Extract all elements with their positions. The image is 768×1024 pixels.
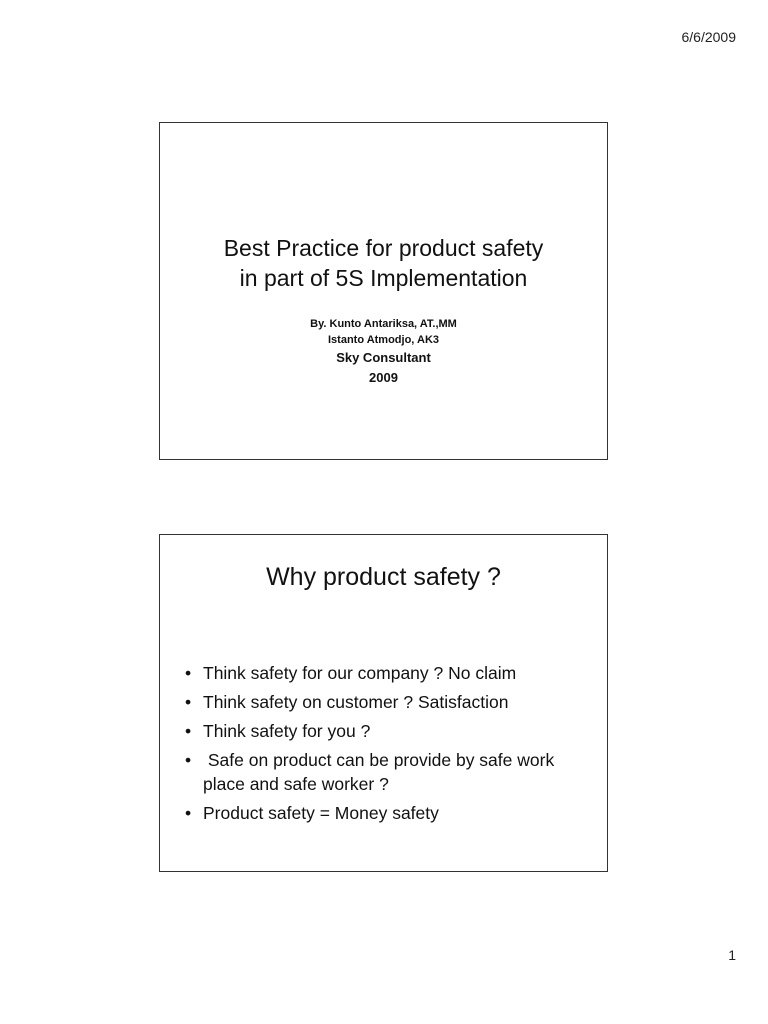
- author-line: Istanto Atmodjo, AK3: [327, 334, 439, 346]
- bullet-list: [182, 661, 587, 830]
- year: 2009: [369, 370, 398, 385]
- author-block: [160, 316, 607, 388]
- presentation-title: [160, 233, 607, 293]
- bullet-item: [182, 719, 587, 743]
- bullet-item: [182, 661, 587, 685]
- bullet-dot: •: [185, 721, 192, 741]
- bullet-dot: •: [185, 750, 192, 770]
- bullet-item: [182, 690, 587, 714]
- bullet-dot: •: [185, 692, 192, 712]
- slide-why-product-safety: [159, 534, 608, 872]
- bullet-item: [182, 801, 587, 825]
- author-line: By. Kunto Antariksa, AT.,MM: [310, 318, 457, 330]
- page-number: 1: [728, 947, 736, 963]
- organization: Sky Consultant: [336, 350, 431, 365]
- bullet-dot: •: [185, 803, 192, 823]
- bullet-text: Think safety for our company ? No claim: [203, 663, 517, 683]
- bullet-text: Safe on product can be provide by safe work place and safe worker ?: [203, 750, 560, 794]
- slide-heading: Why product safety ?: [266, 563, 501, 591]
- page-date: 6/6/2009: [681, 29, 736, 45]
- title-line: in part of 5S Implementation: [239, 265, 528, 291]
- bullet-text: Think safety for you ?: [203, 721, 371, 741]
- bullet-dot: •: [185, 663, 192, 683]
- slide-title: [159, 122, 608, 460]
- bullet-text: Product safety = Money safety: [203, 803, 439, 823]
- bullet-item: [182, 748, 587, 796]
- bullet-text: Think safety on customer ? Satisfaction: [203, 692, 509, 712]
- title-line: Best Practice for product safety: [223, 235, 544, 261]
